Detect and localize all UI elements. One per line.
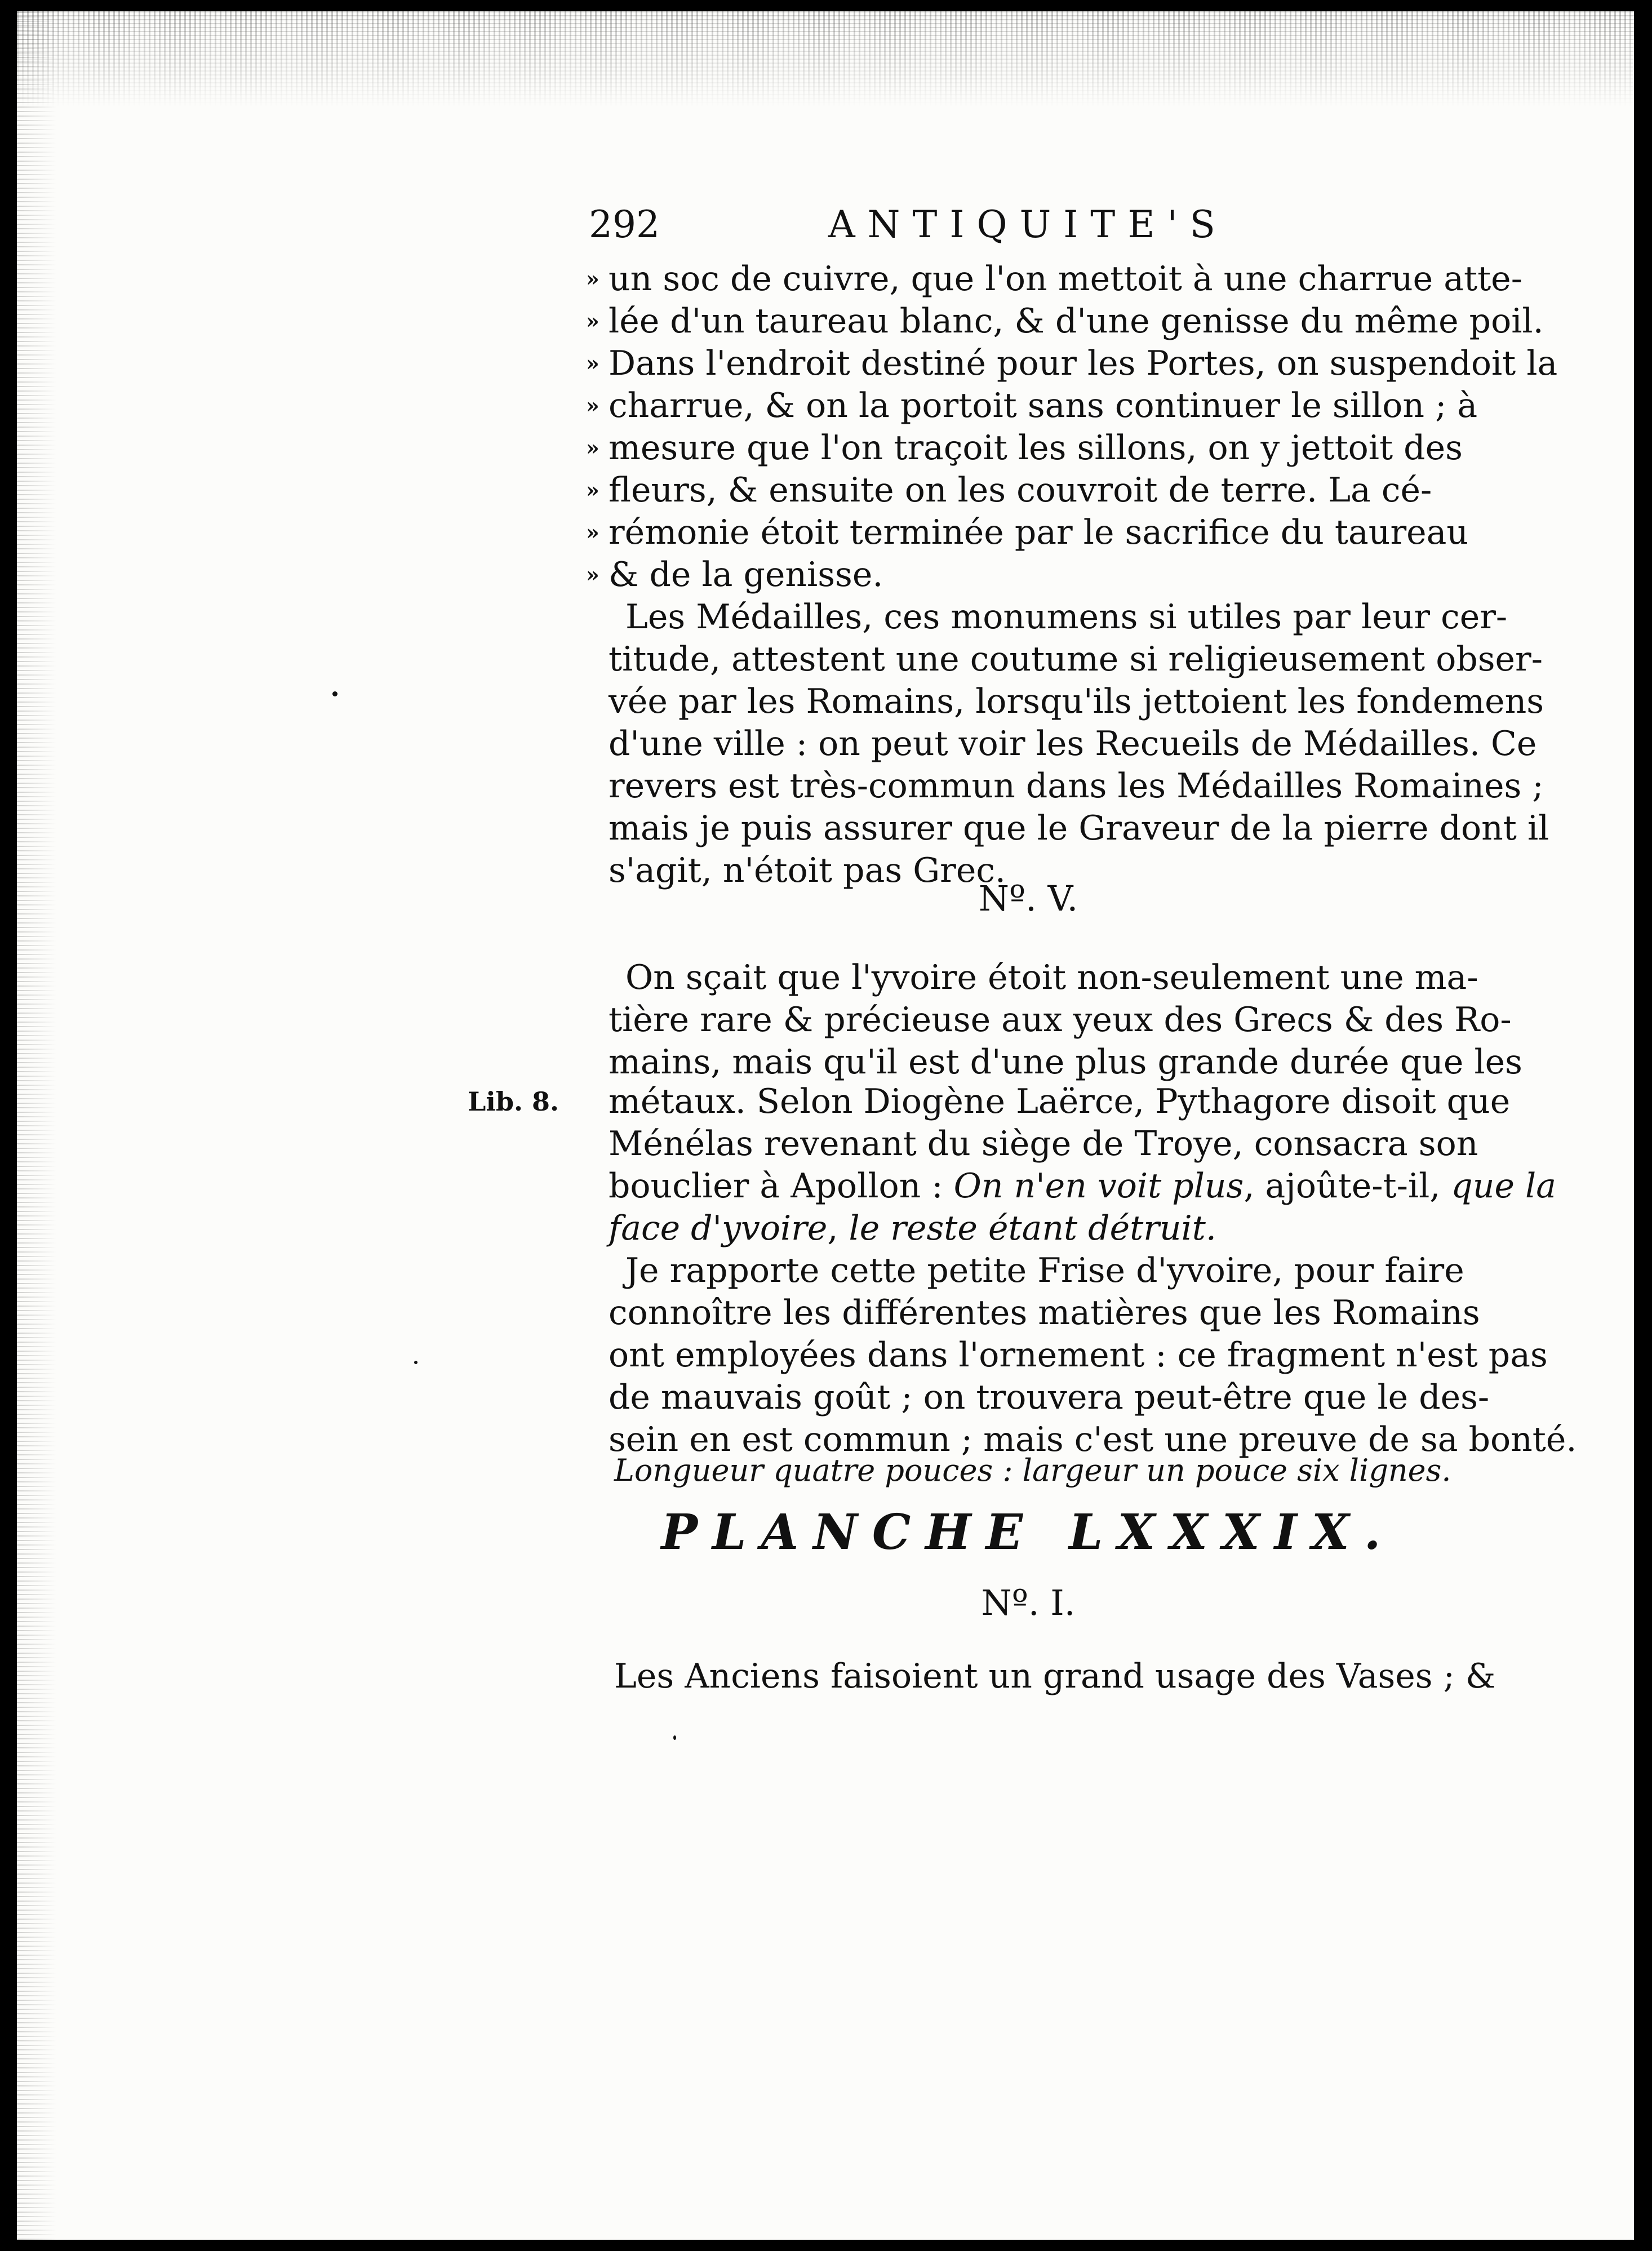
- quote-mark: »: [586, 266, 599, 291]
- plate-title: PLANCHE LXXXIX.: [661, 1504, 1396, 1561]
- quote-mark: »: [586, 393, 599, 418]
- dimensions-caption: Longueur quatre pouces : largeur un pouce six lignes.: [614, 1453, 1451, 1488]
- scan-edge-noise-left: [17, 11, 56, 2240]
- text-line: vée par les Romains, lorsqu'ils jettoient les fondemens: [609, 682, 1544, 721]
- page-number: 292: [589, 203, 660, 246]
- ink-speck: [414, 1361, 418, 1364]
- margin-note: Lib. 8.: [468, 1086, 559, 1117]
- quote-mark: »: [586, 477, 599, 503]
- text-line: mais je puis assurer que le Graveur de la pierre dont il: [609, 809, 1549, 848]
- text-line-apollon: [609, 1164, 1557, 1209]
- text-run: ,: [827, 1209, 849, 1248]
- text-run: bouclier à Apollon :: [609, 1166, 954, 1206]
- text-line: un soc de cuivre, que l'on mettoit à une charrue atte-: [609, 259, 1522, 299]
- text-line: charrue, & on la portoit sans continuer le sillon ; à: [609, 386, 1478, 425]
- italic-run: On n'en voit plus: [953, 1166, 1244, 1206]
- quote-mark: »: [586, 562, 599, 587]
- text-run: , ajoûte-t-il,: [1244, 1166, 1451, 1206]
- text-line: Ménélas revenant du siège de Troye, consacra son: [609, 1124, 1478, 1164]
- text-line: Je rapporte cette petite Frise d'yvoire, pour faire: [625, 1251, 1464, 1290]
- text-line: revers est très-commun dans les Médailles Romaines ;: [609, 766, 1544, 806]
- text-line: sein en est commun ; mais c'est une preuve de sa bonté.: [609, 1420, 1577, 1459]
- text-line: mesure que l'on traçoit les sillons, on y jettoit des: [609, 428, 1463, 468]
- text-line: s'agit, n'étoit pas Grec.: [609, 851, 1006, 890]
- text-line: Les Médailles, ces monumens si utiles par leur cer-: [625, 597, 1508, 637]
- text-line-face: [609, 1206, 1487, 1251]
- section-heading: Nº. V.: [978, 878, 1078, 919]
- section-heading: Nº. I.: [981, 1582, 1076, 1623]
- text-line: rémonie étoit terminée par le sacrifice du taureau: [609, 513, 1469, 552]
- quote-mark: »: [586, 308, 599, 334]
- text-line: On sçait que l'yvoire étoit non-seulement une ma-: [625, 958, 1478, 997]
- ink-speck: [673, 1735, 676, 1740]
- page-header: [563, 203, 1493, 248]
- text-line: tière rare & précieuse aux yeux des Grecs & des Ro-: [609, 1000, 1512, 1040]
- text-line: Dans l'endroit destiné pour les Portes, on suspendoit la: [609, 344, 1558, 383]
- text-line: de mauvais goût ; on trouvera peut-être que le des-: [609, 1378, 1490, 1417]
- text-line: & de la genisse.: [609, 555, 883, 594]
- running-title: ANTIQUITE'S: [828, 203, 1228, 246]
- text-line: connoître les différentes matières que les Romains: [609, 1293, 1480, 1333]
- ink-speck: [332, 691, 337, 696]
- quote-mark: »: [586, 350, 599, 376]
- text-line: métaux. Selon Diogène Laërce, Pythagore disoit que: [609, 1082, 1511, 1121]
- text-line: titude, attestent une coutume si religieusement obser-: [609, 640, 1543, 679]
- scan-edge-noise-top: [17, 11, 1634, 107]
- text-line: lée d'un taureau blanc, & d'une genisse du même poil.: [609, 301, 1544, 341]
- quote-mark: »: [586, 435, 599, 460]
- quote-mark: »: [586, 520, 599, 545]
- text-line: mains, mais qu'il est d'une plus grande durée que les: [609, 1042, 1522, 1082]
- text-line: ont employées dans l'ornement : ce fragment n'est pas: [609, 1335, 1548, 1375]
- text-line: fleurs, & ensuite on les couvroit de terre. La cé-: [609, 470, 1432, 510]
- text-line: Les Anciens faisoient un grand usage des Vases ; &: [614, 1657, 1496, 1696]
- italic-run: que la: [1451, 1166, 1557, 1206]
- text-line: d'une ville : on peut voir les Recueils de Médailles. Ce: [609, 724, 1537, 763]
- italic-run: face d'yvoire: [609, 1209, 828, 1248]
- italic-run: le reste étant détruit.: [849, 1209, 1216, 1248]
